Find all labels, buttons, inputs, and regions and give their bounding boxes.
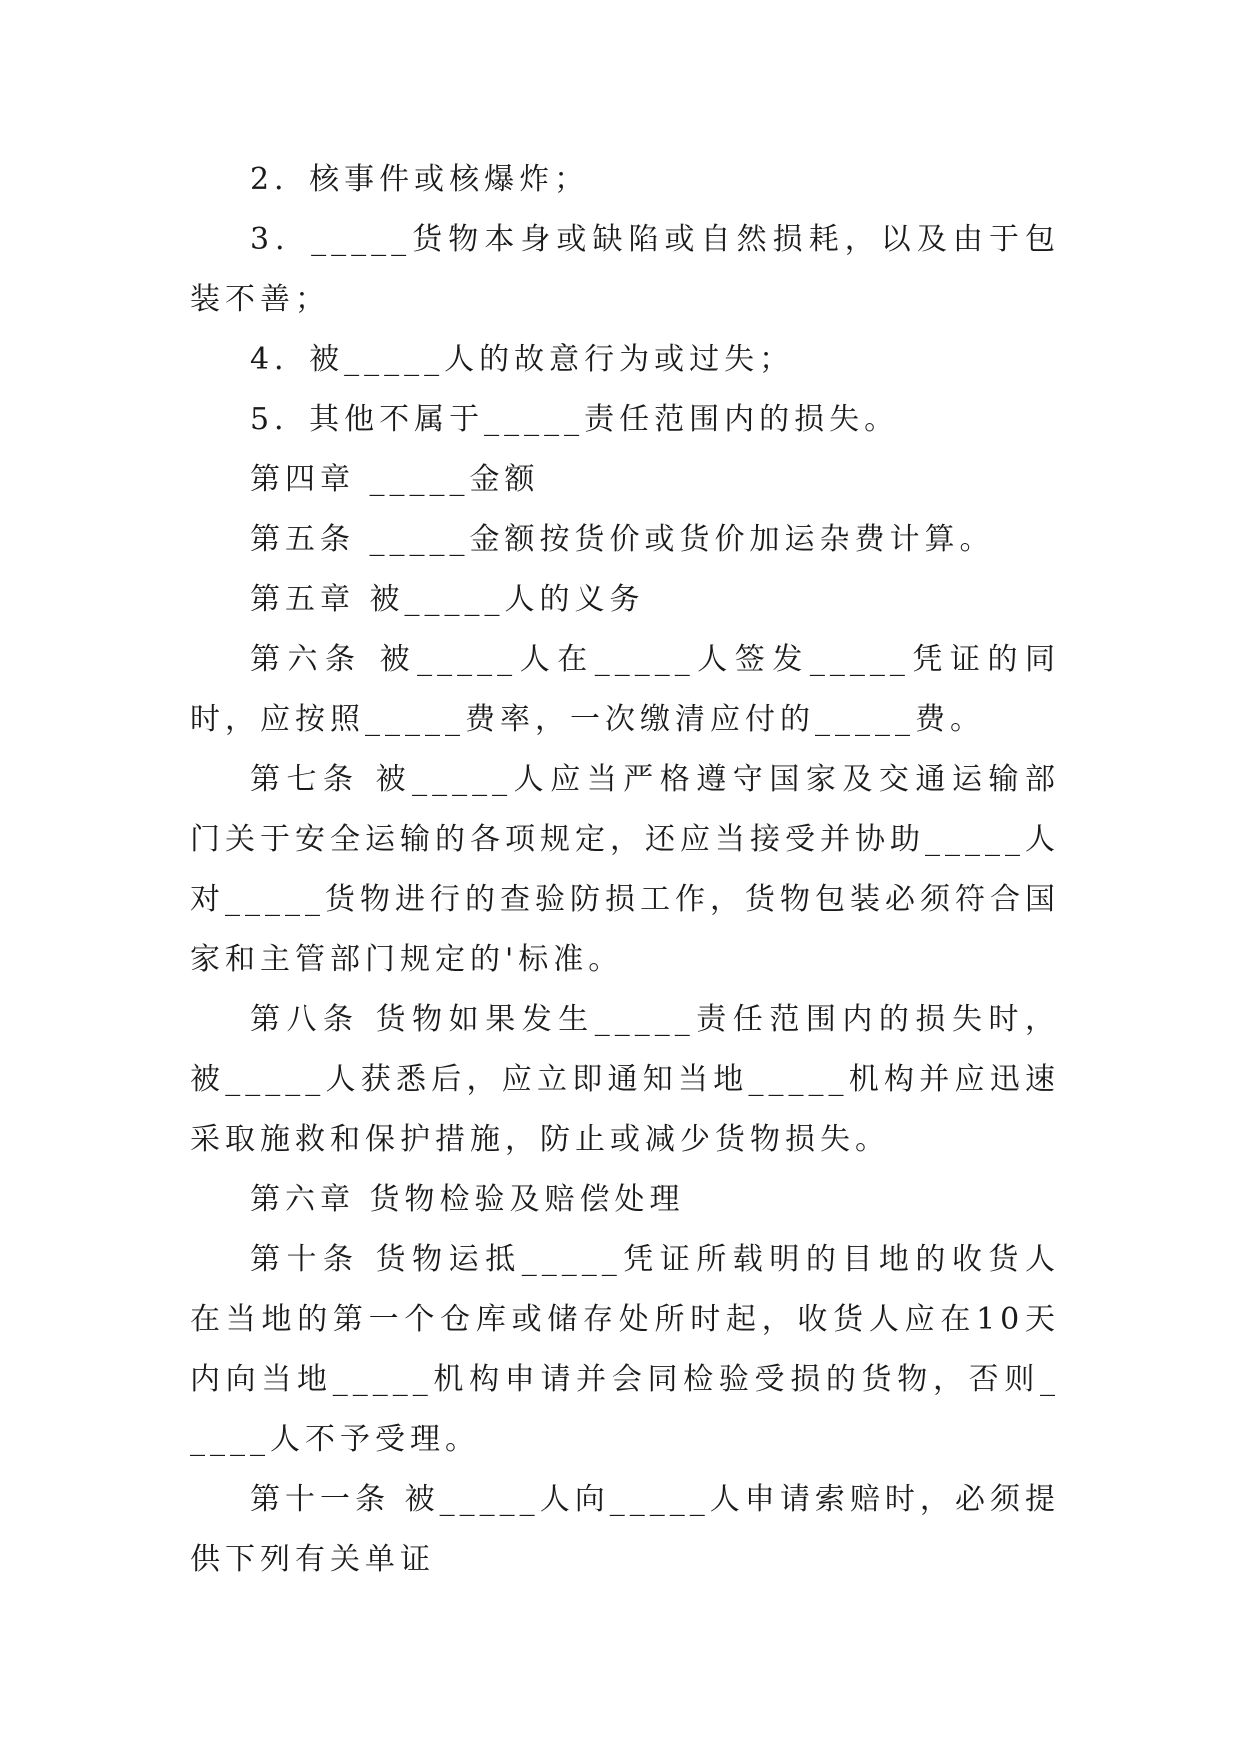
chapter-5-heading: 第五章 被_____人的义务 (250, 582, 645, 617)
article-7: 第七条 被_____人应当严格遵守国家及交通运输部门关于安全运输的各项规定，还应当接受并协助_____人对_____货物进行的查验防损工作，货物包装必须符合国家和主管部门规定的'标准。 (190, 762, 1060, 977)
article-5: 第五条 _____金额按货价或货价加运杂费计算。 (250, 522, 995, 557)
exclusion-item-5: 5．其他不属于_____责任范围内的损失。 (250, 402, 900, 437)
chapter-6-heading: 第六章 货物检验及赔偿处理 (250, 1182, 685, 1217)
exclusion-item-2: 2．核事件或核爆炸； (250, 162, 590, 197)
chapter-4-heading: 第四章 _____金额 (250, 462, 540, 497)
article-6: 第六条 被_____人在_____人签发_____凭证的同时，应按照_____费率，一次缴清应付的_____费。 (190, 642, 1060, 737)
exclusion-item-4: 4．被_____人的故意行为或过失； (250, 342, 795, 377)
article-10: 第十条 货物运抵_____凭证所载明的目地的收货人在当地的第一个仓库或储存处所时起，收货人应在10天内向当地_____机构申请并会同检验受损的货物，否则_____人不予受理。 (190, 1242, 1060, 1457)
article-8: 第八条 货物如果发生_____责任范围内的损失时，被_____人获悉后，应立即通知当地_____机构并应迅速采取施救和保护措施，防止或减少货物损失。 (190, 1002, 1060, 1157)
exclusion-item-3: 3．_____货物本身或缺陷或自然损耗，以及由于包装不善； (190, 222, 1060, 317)
article-11: 第十一条 被_____人向_____人申请索赔时，必须提供下列有关单证 (190, 1482, 1060, 1577)
document-page (190, 150, 1060, 1590)
